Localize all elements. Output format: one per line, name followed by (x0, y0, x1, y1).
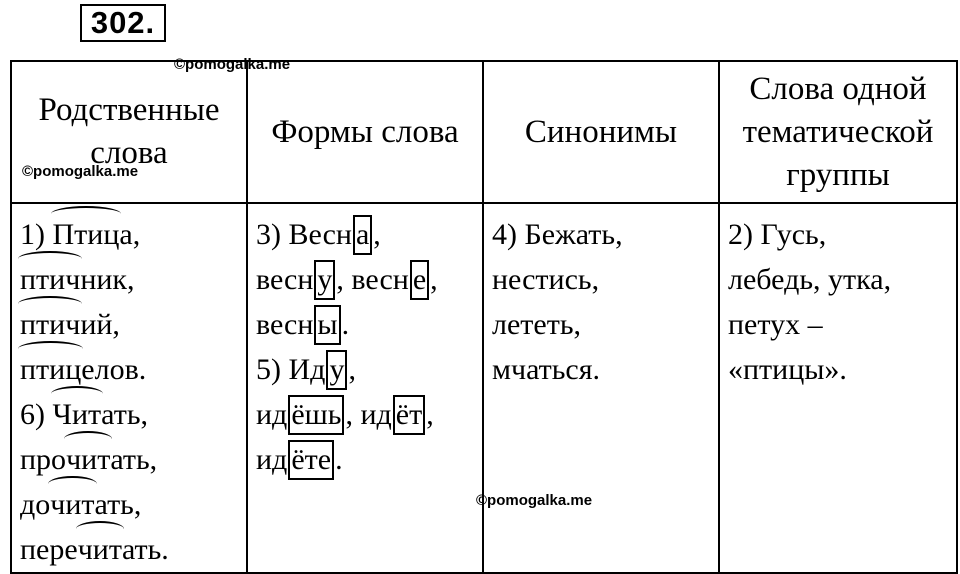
header-word-forms: Формы слова (247, 61, 483, 203)
ending-box: е (410, 260, 429, 300)
header-related-words: Родственные слова (11, 61, 247, 203)
root-arc: птич (20, 302, 80, 347)
forms-group-2 (256, 347, 476, 482)
list-item: 5) Ид у , (256, 347, 476, 392)
header-thematic-group: Слова одной тематической группы (719, 61, 957, 203)
list-item: 1) Птица, (20, 212, 240, 257)
content-row (11, 203, 957, 573)
ending-box: у (314, 260, 335, 300)
root-arc: птич (20, 257, 80, 302)
ending-box: у (326, 350, 347, 390)
list-item: 4) Бежать, (492, 218, 623, 251)
header-synonyms: Синонимы (483, 61, 719, 203)
list-item: птичник, (20, 257, 240, 302)
root-arc: чит (66, 437, 110, 482)
ending-box: ёшь (288, 395, 344, 435)
cell-related-words (11, 203, 247, 573)
list-item: дочитать, (20, 482, 240, 527)
ending-box: а (353, 215, 372, 255)
cell-word-forms (247, 203, 483, 573)
root-arc: Чит (53, 392, 102, 437)
ending-box: ёт (393, 395, 425, 435)
list-item: 3) Весн а , (256, 212, 476, 257)
forms-group-1 (256, 212, 476, 347)
root-arc: Птиц (53, 212, 120, 257)
ending-box: ы (314, 305, 340, 345)
header-row (11, 61, 957, 203)
list-item: ид ёте . (256, 437, 476, 482)
root-arc: чит (50, 482, 94, 527)
list-item: ид ёшь , ид ёт , (256, 392, 476, 437)
list-item: нестись, (492, 263, 600, 296)
list-item: весн у , весн е , (256, 257, 476, 302)
list-item: птицелов. (20, 347, 240, 392)
list-item: лететь, (492, 308, 582, 341)
list-item: 6) Читать, (20, 392, 240, 437)
list-item: перечитать. (20, 527, 240, 572)
list-item: птичий, (20, 302, 240, 347)
root-arc: чит (78, 527, 122, 572)
watermark: ©pomogalka.me (476, 492, 593, 509)
related-group-2 (20, 392, 240, 572)
list-item: 2) Гусь, (728, 218, 827, 251)
related-group-1 (20, 212, 240, 392)
cell-synonyms (483, 203, 719, 573)
list-item: весн ы . (256, 302, 476, 347)
list-item: «птицы». (728, 353, 847, 386)
list-item: лебедь, утка, (728, 263, 892, 296)
word-table (10, 60, 958, 574)
ending-box: ёте (288, 440, 334, 480)
cell-thematic-group (719, 203, 957, 573)
watermark: ©pomogalka.me (174, 56, 291, 73)
list-item: петух – (728, 308, 823, 341)
watermark: ©pomogalka.me (22, 163, 139, 180)
list-item: прочитать, (20, 437, 240, 482)
task-number: 302. (80, 4, 166, 42)
root-arc: птиц (20, 347, 81, 392)
list-item: мчаться. (492, 353, 601, 386)
